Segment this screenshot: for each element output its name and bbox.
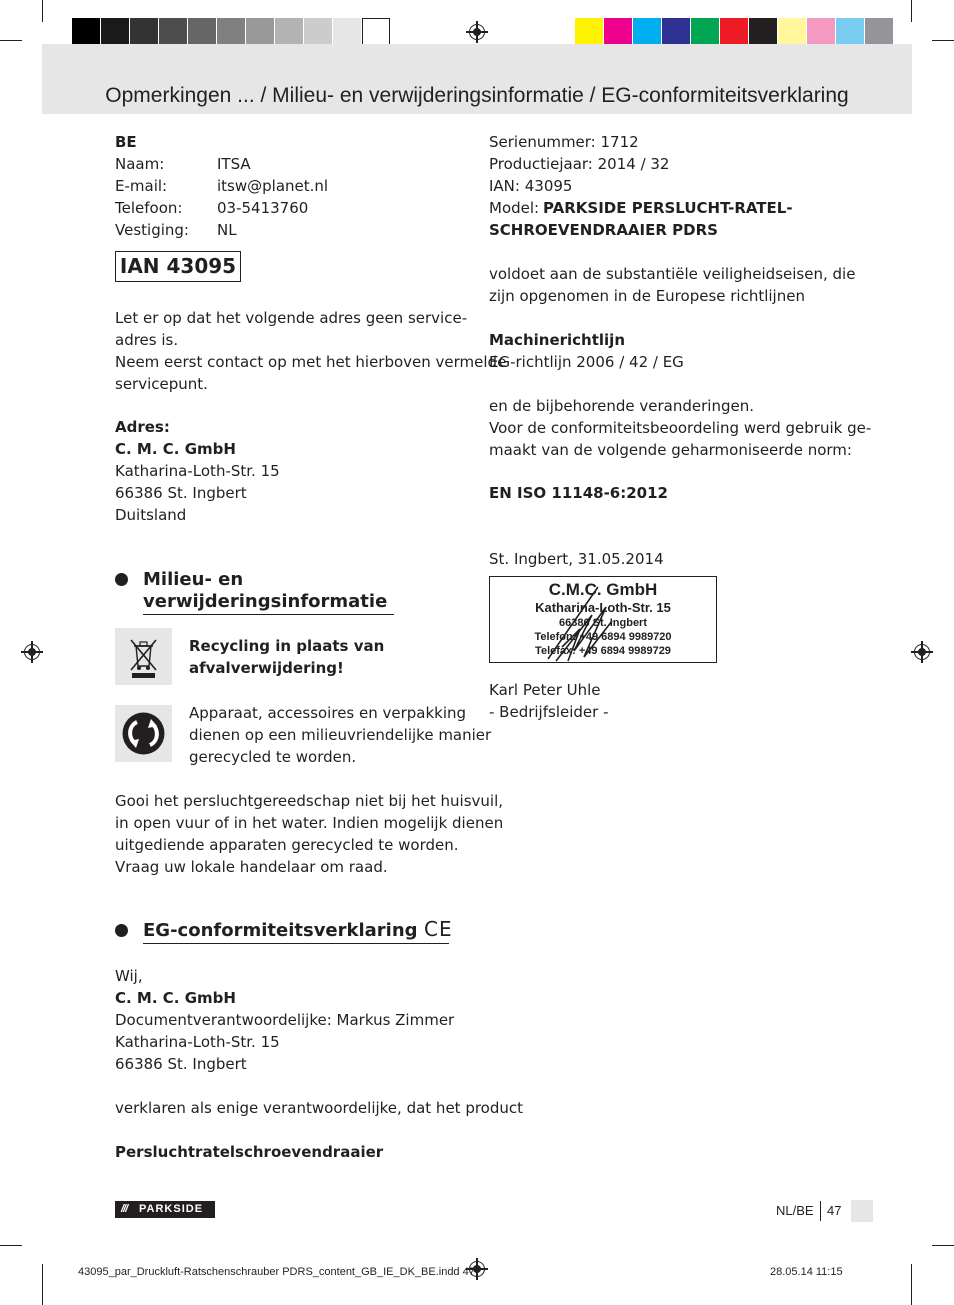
place-date: St. Ingbert, 31.05.2014 <box>489 550 664 568</box>
crop-mark <box>42 1264 43 1305</box>
packaging-text: gerecycled te worden. <box>189 748 357 766</box>
packaging-text: dienen op een milieuvriendelijke manier <box>189 726 492 744</box>
color-swatch <box>720 18 748 46</box>
registration-mark-icon <box>466 21 488 43</box>
color-swatch <box>836 18 864 46</box>
packaging-text: Apparaat, accessoires en verpakking <box>189 704 467 722</box>
section-bullet <box>115 924 128 937</box>
conformity-we: Wij, <box>115 967 143 985</box>
contact-value: NL <box>217 221 237 239</box>
weee-bin-icon <box>115 628 172 685</box>
changes-text: Voor de conformiteitsbeoordeling werd gebruik ge- <box>489 419 872 437</box>
conformity-responsible: Documentverantwoordelijke: Markus Zimmer <box>115 1011 455 1029</box>
contact-label: Vestiging: <box>115 221 189 239</box>
crop-mark <box>0 40 22 41</box>
color-swatch <box>691 18 719 46</box>
color-swatch <box>362 18 390 46</box>
crop-mark <box>911 1264 912 1305</box>
color-swatch <box>188 18 216 46</box>
environment-heading: Milieu- en <box>143 569 244 590</box>
address-city: 66386 St. Ingbert <box>115 484 247 502</box>
color-swatch <box>807 18 835 46</box>
color-swatch <box>604 18 632 46</box>
registration-mark-icon <box>911 641 933 663</box>
registration-mark-icon <box>21 641 43 663</box>
color-swatch <box>217 18 245 46</box>
notice-text: Neem eerst contact op met het hierboven vermelde <box>115 353 507 371</box>
color-swatch <box>246 18 274 46</box>
heading-underline <box>143 943 449 944</box>
stamp-line: Telefon: +49 6894 9989720 <box>534 631 672 643</box>
model-name: PARKSIDE PERSLUCHT-RATEL- <box>543 199 793 217</box>
crop-mark <box>42 0 43 22</box>
color-swatch <box>275 18 303 46</box>
notice-text: servicepunt. <box>115 375 208 393</box>
contact-value: 03-5413760 <box>217 199 309 217</box>
machine-directive: EG-richtlijn 2006 / 42 / EG <box>489 353 684 371</box>
changes-text: maakt van de volgende geharmoniseerde norm: <box>489 441 852 459</box>
address-country: Duitsland <box>115 506 187 524</box>
logo-stripes-icon: /// <box>121 1203 128 1215</box>
changes-text: en de bijbehorende veranderingen. <box>489 397 754 415</box>
conformity-street: Katharina-Loth-Str. 15 <box>115 1033 280 1051</box>
color-swatch <box>575 18 603 46</box>
contact-country: BE <box>115 133 137 151</box>
crop-mark <box>932 1245 954 1246</box>
address-street: Katharina-Loth-Str. 15 <box>115 462 280 480</box>
signer-role: - Bedrijfsleider - <box>489 703 609 721</box>
harmonised-standard: EN ISO 11148-6:2012 <box>489 484 668 502</box>
contact-value: ITSA <box>217 155 251 173</box>
stamp-line: Telefax: +49 6894 9989729 <box>535 645 671 657</box>
heading-underline <box>143 614 394 615</box>
color-swatch <box>778 18 806 46</box>
crop-mark <box>911 0 912 22</box>
section-bullet <box>115 573 128 586</box>
model-label: Model: <box>489 199 540 217</box>
parkside-logo <box>115 1201 215 1218</box>
production-year: Productiejaar: 2014 / 32 <box>489 155 670 173</box>
crop-mark <box>932 40 954 41</box>
disposal-text: uitgediende apparaten gerecycled te worden. <box>115 836 459 854</box>
disposal-text: in open vuur of in het water. Indien mogelijk dienen <box>115 814 504 832</box>
contact-label: Naam: <box>115 155 165 173</box>
company-stamp <box>489 576 717 663</box>
ian-number: IAN: 43095 <box>489 177 573 195</box>
page-number: 47 <box>827 1203 842 1218</box>
stamp-line: Katharina-Loth-Str. 15 <box>535 600 671 615</box>
environment-heading: verwijderingsinformatie <box>143 591 388 612</box>
signature-icon <box>490 577 716 662</box>
conformity-declare: verklaren als enige verantwoordelijke, dat het product <box>115 1099 524 1117</box>
serial-number: Serienummer: 1712 <box>489 133 639 151</box>
color-swatch <box>333 18 361 46</box>
file-date: 28.05.14 11:15 <box>770 1266 843 1278</box>
page-title: Opmerkingen ... / Milieu- en verwijderingsinformatie / EG-conformiteitsverklaring <box>105 84 849 107</box>
conformity-heading: EG-conformiteitsverklaring <box>143 920 418 941</box>
address-heading: Adres: <box>115 418 170 436</box>
complies-text: zijn opgenomen in de Europese richtlijnen <box>489 287 805 305</box>
color-swatch <box>749 18 777 46</box>
complies-text: voldoet aan de substantiële veiligheidseisen, die <box>489 265 856 283</box>
recycling-heading: Recycling in plaats van <box>189 637 385 655</box>
disposal-text: Vraag uw lokale handelaar om raad. <box>115 858 388 876</box>
color-swatch <box>101 18 129 46</box>
file-info: 43095_par_Druckluft-Ratschenschrauber PDRS_content_GB_IE_DK_BE.indd 47 <box>78 1266 475 1278</box>
address-company: C. M. C. GmbH <box>115 440 236 458</box>
notice-text: Let er op dat het volgende adres geen service- <box>115 309 468 327</box>
recycling-heading: afvalverwijdering! <box>189 659 344 677</box>
color-swatch <box>130 18 158 46</box>
color-swatch <box>304 18 332 46</box>
conformity-city: 66386 St. Ingbert <box>115 1055 247 1073</box>
contact-label: E-mail: <box>115 177 168 195</box>
color-swatch <box>865 18 893 46</box>
notice-text: adres is. <box>115 331 179 349</box>
color-swatch <box>633 18 661 46</box>
disposal-text: Gooi het persluchtgereedschap niet bij het huisvuil, <box>115 792 504 810</box>
contact-label: Telefoon: <box>115 199 183 217</box>
contact-value: itsw@planet.nl <box>217 177 329 195</box>
ce-mark: CE <box>424 917 453 941</box>
conformity-product: Persluchtratelschroevendraaier <box>115 1143 384 1161</box>
signer-name: Karl Peter Uhle <box>489 681 601 699</box>
green-dot-recycling-icon <box>115 705 172 762</box>
color-swatch <box>662 18 690 46</box>
language-code: NL/BE <box>776 1203 814 1218</box>
color-swatch <box>159 18 187 46</box>
color-swatch <box>72 18 100 46</box>
page-number-box <box>851 1200 873 1222</box>
stamp-line: 66386 St. Ingbert <box>558 617 648 629</box>
logo-text: PARKSIDE <box>139 1203 204 1215</box>
stamp-line: C.M.C. GmbH <box>548 580 658 599</box>
footer-divider <box>820 1201 821 1221</box>
ian-number-box: IAN 43095 <box>115 251 241 282</box>
machine-directive-heading: Machinerichtlijn <box>489 331 625 349</box>
crop-mark <box>0 1245 22 1246</box>
conformity-company: C. M. C. GmbH <box>115 989 236 1007</box>
model-name: SCHROEVENDRAAIER PDRS <box>489 221 718 239</box>
